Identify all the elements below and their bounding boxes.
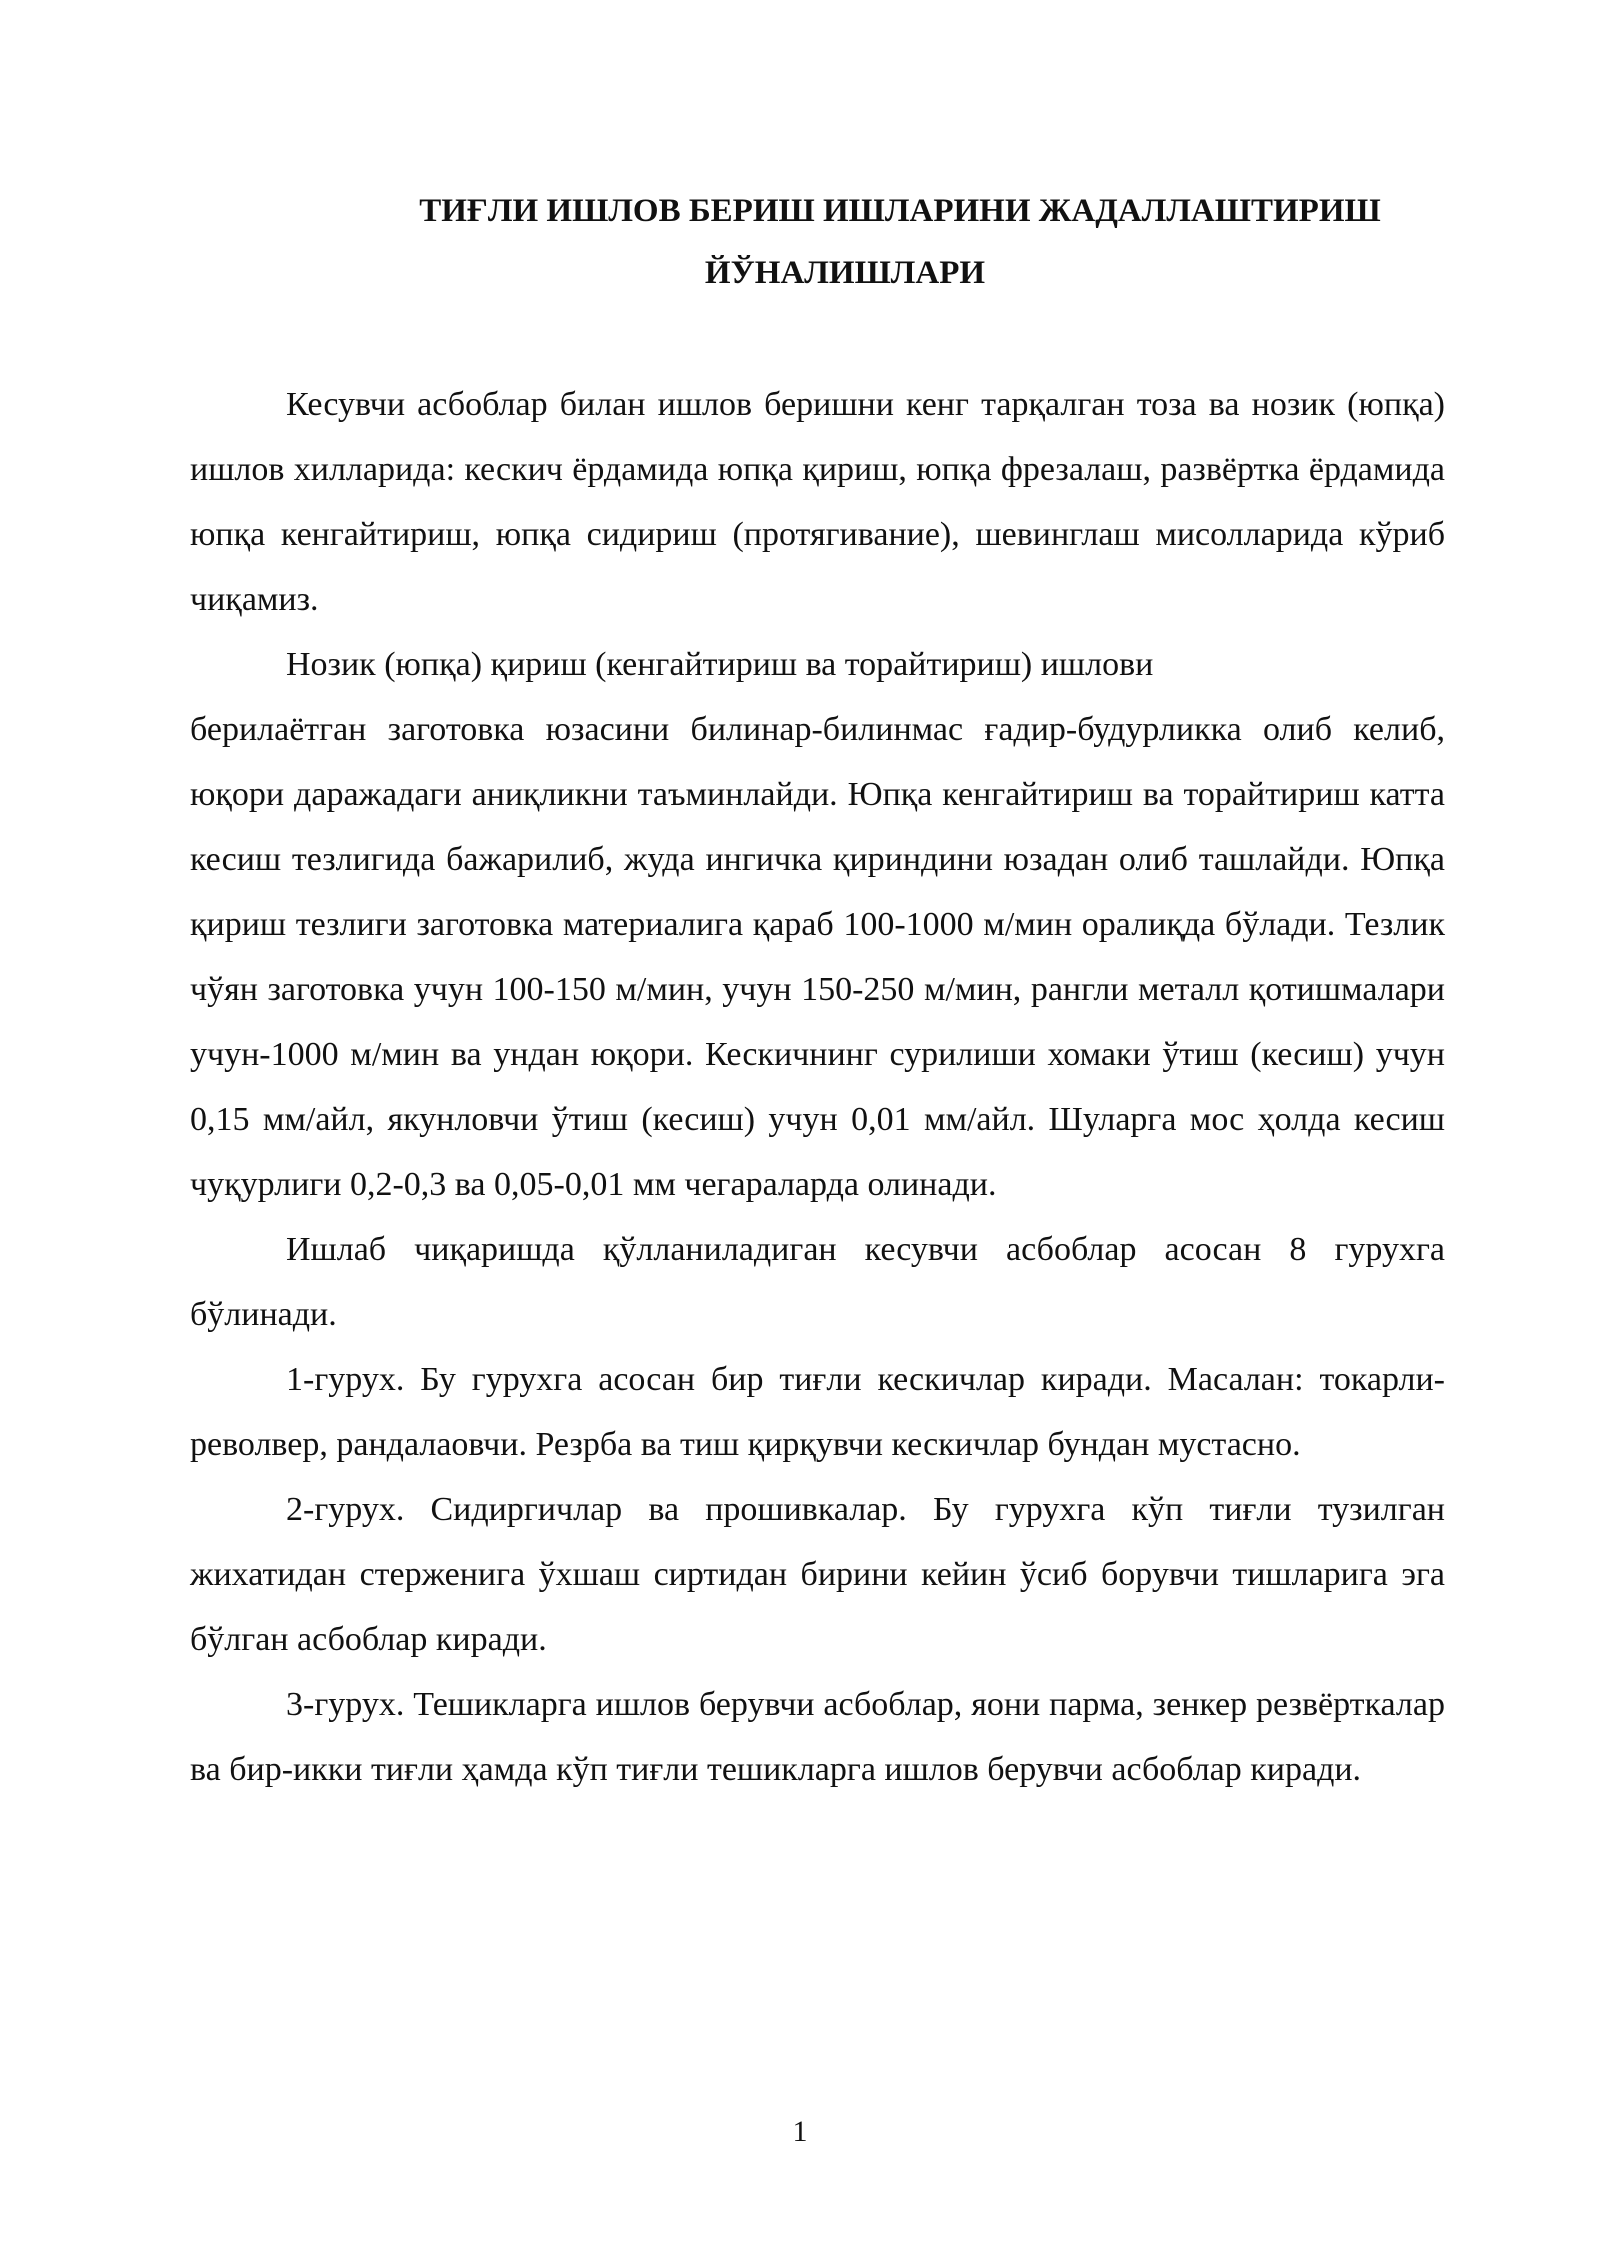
- paragraph-fine-boring: берилаётган заготовка юзасини билинар-билинмас ғадир-будурликка олиб келиб, юқори даражадаги аниқликни таъминлайди. Юпқа кенгайтириш ва торайтириш катта кесиш тезлигида бажарилиб, жуда ингичка қириндини юзадан олиб ташлайди. Юпқа қириш тезлиги заготовка материалига қараб 100-1000 м/мин оралиқда бўлади. Тезлик чўян заготовка учун 100-150 м/мин, учун 150-250 м/мин, рангли металл қотишмалари учун-1000 м/мин ва ундан юқори. Кескичнинг сурилиши хомаки ўтиш (кесиш) учун 0,15 мм/айл, якунловчи ўтиш (кесиш) учун 0,01 мм/айл. Шуларга мос ҳолда кесиш чуқурлиги 0,2-0,3 ва 0,05-0,01 мм чегараларда олинади.: [190, 711, 1445, 1203]
- document-body: [190, 372, 1445, 1802]
- paragraph-fine-boring-heading: Нозик (юпқа) қириш (кенгайтириш ва торайтириш) ишлови: [286, 646, 1154, 683]
- paragraph-group-3: 3-гурух. Тешикларга ишлов берувчи асбоблар, яони парма, зенкер резвёрткалар ва бир-икки тиғли ҳамда кўп тиғли тешикларга ишлов берувчи асбоблар киради.: [190, 1686, 1445, 1788]
- paragraph-tool-groups: Ишлаб чиқаришда қўлланиладиган кесувчи асбоблар асосан 8 гурухга бўлинади.: [190, 1231, 1445, 1333]
- title-line-2: ЙЎНАЛИШЛАРИ: [704, 255, 986, 291]
- page-number: 1: [792, 2115, 808, 2148]
- paragraph-group-1: 1-гурух. Бу гурухга асосан бир тиғли кескичлар киради. Масалан: токарли-револвер, рандалаовчи. Резрба ва тиш қирқувчи кескичлар бундан мустасно.: [190, 1361, 1445, 1463]
- document-title: [190, 180, 1450, 304]
- paragraph-group-2: 2-гурух. Сидиргичлар ва прошивкалар. Бу гурухга кўп тиғли тузилган жихатидан стерженига ўхшаш сиртидан бирини кейин ўсиб борувчи тишларига эга бўлган асбоблар киради.: [190, 1491, 1445, 1658]
- title-line-1: ТИҒЛИ ИШЛОВ БЕРИШ ИШЛАРИНИ ЖАДАЛЛАШТИРИШ: [419, 193, 1381, 229]
- paragraph-intro: Кесувчи асбоблар билан ишлов беришни кенг тарқалган тоза ва нозик (юпқа) ишлов хилларида: кескич ёрдамида юпқа қириш, юпқа фрезалаш, развёртка ёрдамида юпқа кенгайтириш, юпқа сидириш (протягивание), шевинглаш мисолларида кўриб чиқамиз.: [190, 386, 1445, 618]
